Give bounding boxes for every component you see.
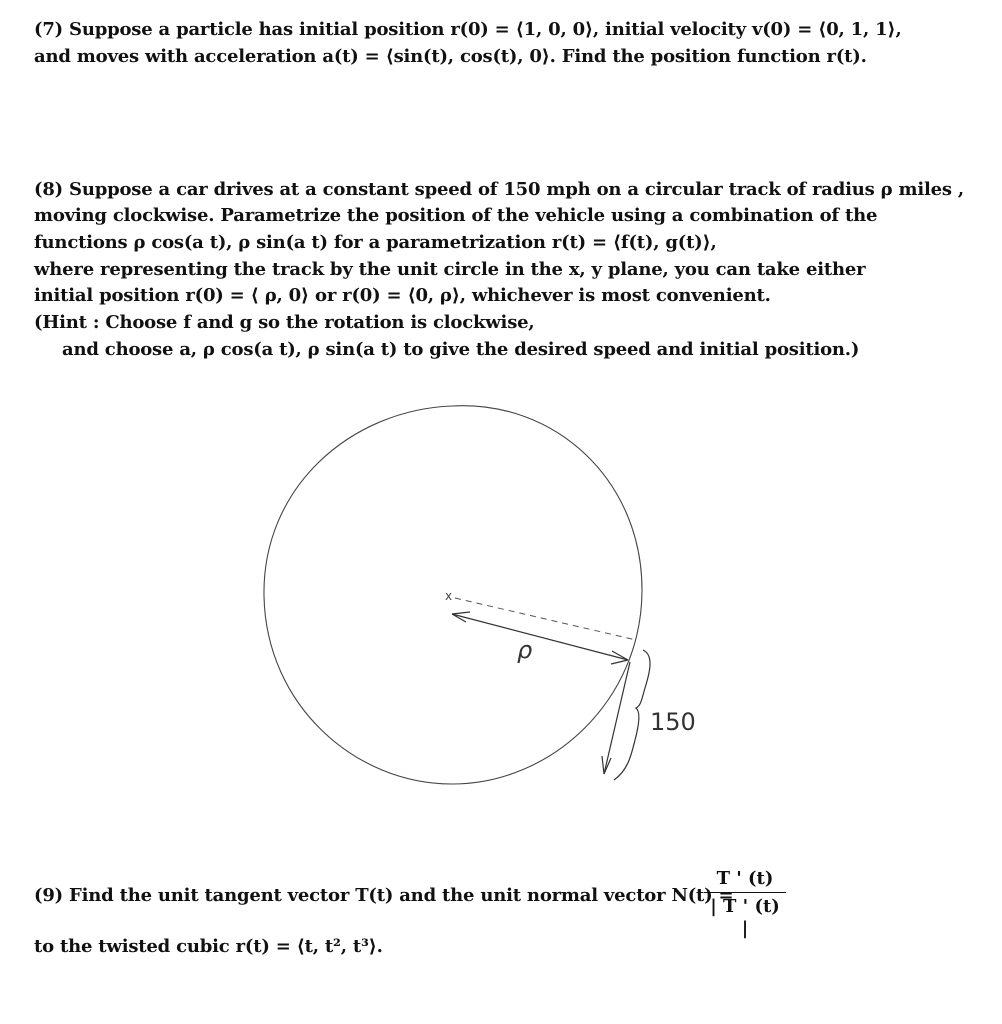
fraction-bar <box>704 892 786 893</box>
problem-9-line-2: to the twisted cubic r(t) = ⟨t, t², t³⟩. <box>34 936 383 957</box>
center-label: x <box>445 589 453 603</box>
fraction-numerator: T ' (t) <box>716 868 774 889</box>
problem-8-line-2: moving clockwise. Parametrize the position of the vehicle using a combination of the <box>34 205 878 226</box>
problem-8-line-3: functions ρ cos(a t), ρ sin(a t) for a parametrization r(t) = ⟨f(t), g(t)⟩, <box>34 232 717 253</box>
normal-vector-fraction <box>704 868 786 940</box>
radius-arrowhead-left <box>452 612 470 622</box>
problem-8-line-4: where representing the track by the unit circle in the x, y plane, you can take either <box>34 259 866 280</box>
radius-label: ρ <box>517 636 533 664</box>
problem-8-line-7: and choose a, ρ cos(a t), ρ sin(a t) to give the desired speed and initial position.) <box>62 339 860 360</box>
problem-7-line-2: and moves with acceleration a(t) = ⟨sin(t), cos(t), 0⟩. Find the position function r(t). <box>34 46 867 67</box>
velocity-arrow <box>604 662 630 774</box>
track-circle <box>264 406 642 784</box>
problem-8-line-5: initial position r(0) = ⟨ ρ, 0⟩ or r(0) = ⟨0, ρ⟩, whichever is most convenient. <box>34 285 771 306</box>
radius-arrow <box>452 614 628 660</box>
problem-8-line-6: (Hint : Choose f and g so the rotation is clockwise, <box>34 312 535 333</box>
circular-track-diagram <box>0 380 1002 800</box>
speed-label: 150 <box>650 708 696 736</box>
fraction-denominator: | T ' (t) | <box>710 896 780 939</box>
problem-9-line-1: (9) Find the unit tangent vector T(t) and the unit normal vector N(t) = <box>34 885 734 906</box>
problem-7-line-1: (7) Suppose a particle has initial position r(0) = ⟨1, 0, 0⟩, initial velocity v(0) = ⟨0, 1, 1⟩, <box>34 19 902 40</box>
speed-brace <box>614 650 650 780</box>
dashed-radius-line <box>455 598 636 640</box>
problem-8-line-1: (8) Suppose a car drives at a constant speed of 150 mph on a circular track of radius ρ miles , <box>34 179 964 200</box>
